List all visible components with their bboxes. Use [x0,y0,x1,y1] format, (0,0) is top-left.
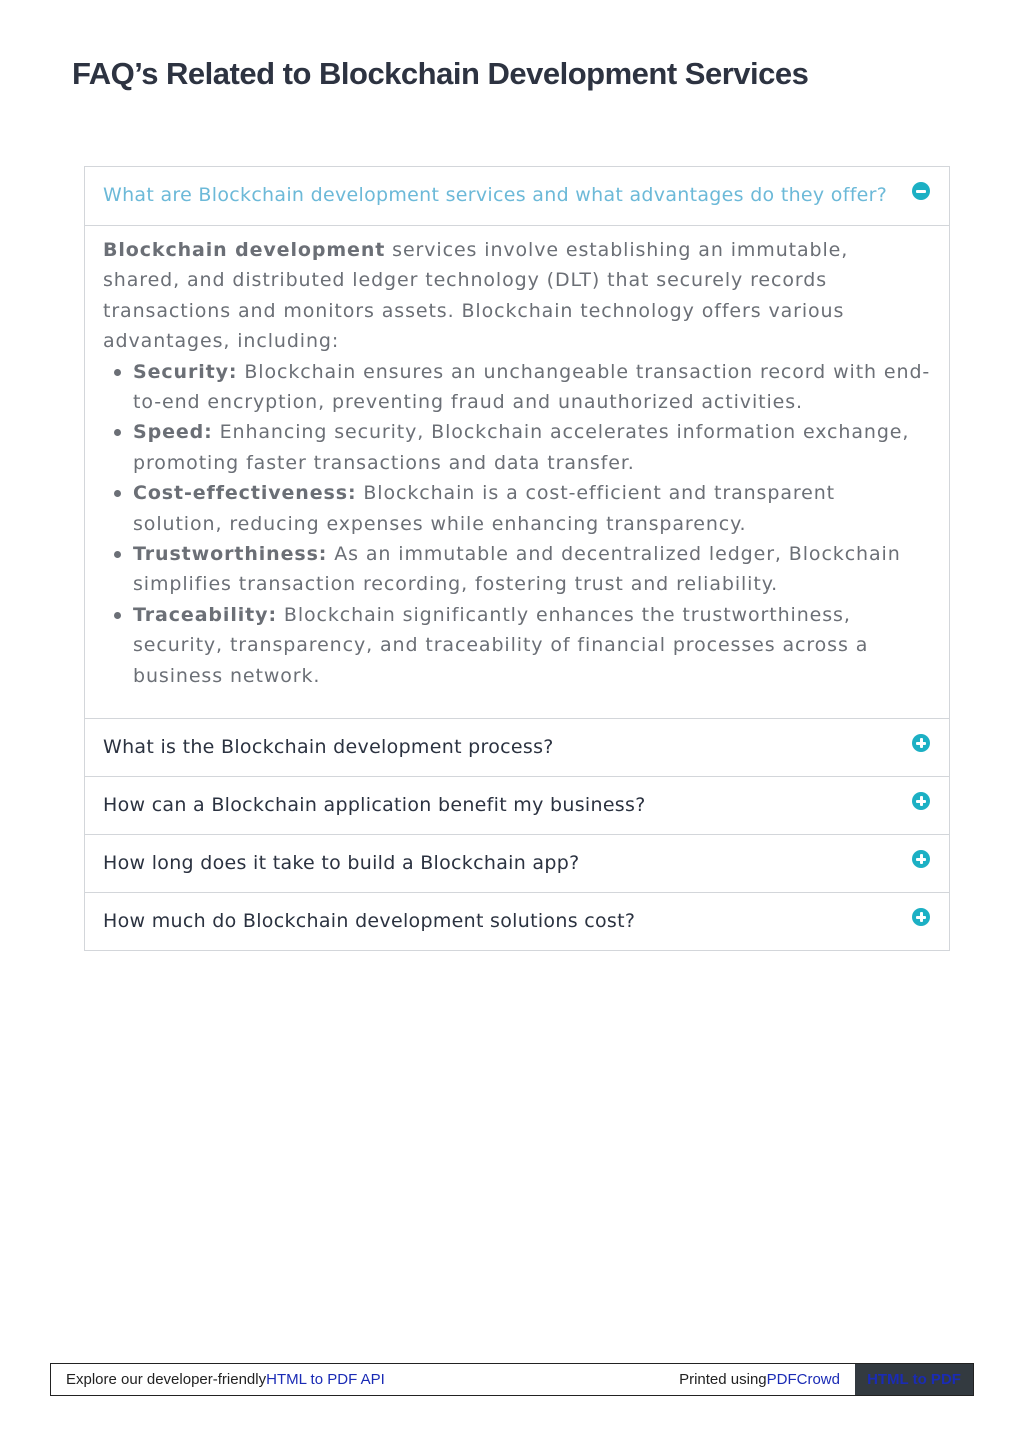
answer-intro-text: services involve establishing an immutable, shared, and distributed ledger technology (DLT) that securely records transactions and monitors assets. Blockchain technology offers various advantages, including: [103,239,849,353]
footer-printed-text: Printed using [679,1371,767,1388]
plus-circle-icon[interactable] [912,792,930,810]
html-to-pdf-api-link[interactable]: HTML to PDF API [266,1371,385,1388]
list-item-term: Security: [133,360,238,383]
faq-item [85,892,949,950]
footer-printed [679,1364,855,1395]
faq-question-text: What is the Blockchain development process? [103,736,554,759]
list-item-text: Blockchain significantly enhances the trustworthiness, security, transparency, and traceability of financial processes across a business network. [133,603,869,687]
faq-question-toggle[interactable] [85,167,949,225]
list-item [133,539,931,600]
answer-intro-bold: Blockchain development [103,239,386,261]
list-item-term: Speed: [133,421,213,444]
html-to-pdf-badge[interactable]: HTML to PDF [855,1364,973,1395]
list-item-term: Traceability: [133,603,277,626]
list-item [133,600,931,691]
faq-question-text: How long does it take to build a Blockchain app? [103,852,580,875]
faq-question-toggle[interactable] [85,777,949,834]
faq-answer [85,225,949,718]
faq-question-text: How can a Blockchain application benefit my business? [103,794,646,817]
list-item-term: Trustworthiness: [133,543,328,566]
list-item-text: Blockchain is a cost-efficient and transparent solution, reducing expenses while enhancing transparency. [133,482,836,535]
faq-question-text: What are Blockchain development services and what advantages do they offer? [103,184,888,206]
list-item [133,357,931,418]
faq-item [85,718,949,776]
page-title: FAQ’s Related to Blockchain Development Services [72,56,809,91]
list-item-text: Enhancing security, Blockchain accelerates information exchange, promoting faster transactions and data transfer. [133,421,910,474]
faq-question-toggle[interactable] [85,893,949,950]
advantages-list [103,357,931,691]
list-item-term: Cost-effectiveness: [133,482,357,505]
list-item-text: As an immutable and decentralized ledger, Blockchain simplifies transaction recording, fostering trust and reliability. [133,543,901,596]
pdfcrowd-link[interactable]: PDFCrowd [766,1371,840,1388]
faq-accordion [84,166,950,951]
footer-explore [51,1364,679,1395]
footer-explore-text: Explore our developer-friendly [66,1371,267,1388]
list-item [133,478,931,539]
faq-item [85,834,949,892]
minus-circle-icon[interactable] [912,182,930,200]
list-item-text: Blockchain ensures an unchangeable transaction record with end-to-end encryption, preventing fraud and unauthorized activities. [133,360,931,414]
plus-circle-icon[interactable] [912,908,930,926]
faq-item [85,167,949,718]
answer-intro [103,235,931,357]
faq-question-toggle[interactable] [85,719,949,776]
plus-circle-icon[interactable] [912,850,930,868]
plus-circle-icon[interactable] [912,734,930,752]
pdfcrowd-footer [50,1363,974,1396]
faq-question-text: How much do Blockchain development solutions cost? [103,910,636,933]
list-item [133,417,931,478]
faq-item [85,776,949,834]
faq-question-toggle[interactable] [85,835,949,892]
